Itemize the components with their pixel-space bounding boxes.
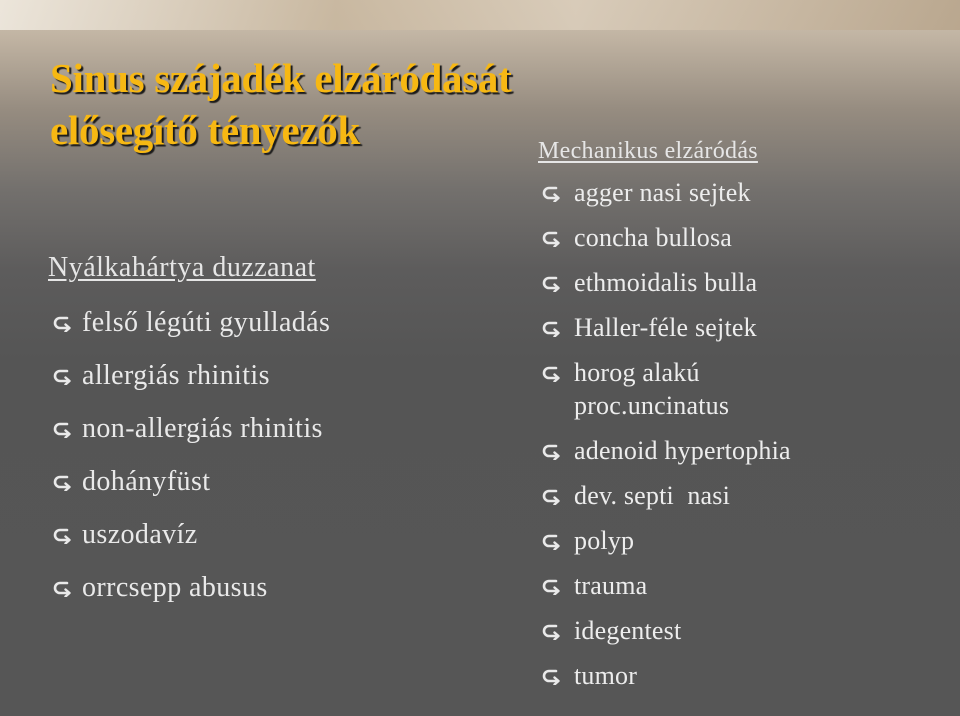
arrow-return-icon (44, 517, 82, 553)
list-item-text: felső légúti gyulladás (82, 307, 331, 338)
list-item-text: dev. septi nasi (574, 481, 731, 510)
arrow-return-icon (530, 266, 574, 299)
arrow-return-icon (530, 176, 574, 209)
arrow-return-icon (530, 614, 574, 647)
list-item (530, 266, 950, 299)
list-item (530, 479, 950, 512)
left-heading: Nyálkahártya duzzanat (48, 252, 316, 283)
list-item (44, 358, 484, 411)
list-item-text: adenoid hypertophia (574, 436, 791, 465)
arrow-return-icon (44, 411, 82, 447)
list-item-text: tumor (574, 661, 638, 690)
list-item-text: horog alakú proc.uncinatus (574, 358, 730, 420)
left-bullet-list (44, 305, 484, 623)
top-decorative-band (0, 0, 960, 30)
arrow-return-icon (530, 311, 574, 344)
arrow-return-icon (530, 524, 574, 557)
arrow-return-icon (530, 659, 574, 692)
right-heading: Mechanikus elzáródás (538, 138, 758, 164)
list-item-text: concha bullosa (574, 223, 733, 252)
list-item-text: ethmoidalis bulla (574, 268, 758, 297)
list-item (530, 524, 950, 557)
list-item (530, 311, 950, 344)
right-bullet-list (530, 176, 950, 692)
list-item (530, 614, 950, 647)
title-line-2: elősegítő tényezők (50, 107, 360, 153)
list-item (44, 305, 484, 358)
arrow-return-icon (530, 479, 574, 512)
list-item (530, 356, 950, 422)
list-item-text: idegentest (574, 616, 682, 645)
list-item-text: allergiás rhinitis (82, 360, 270, 391)
slide-title (50, 52, 530, 156)
list-item-text: polyp (574, 526, 635, 555)
right-column (530, 136, 950, 692)
arrow-return-icon (530, 356, 574, 389)
arrow-return-icon (44, 305, 82, 341)
list-item-text: uszodavíz (82, 519, 198, 550)
arrow-return-icon (44, 464, 82, 500)
arrow-return-icon (44, 358, 82, 394)
arrow-return-icon (530, 569, 574, 602)
left-column (44, 250, 484, 623)
list-item (44, 517, 484, 570)
list-item (530, 221, 950, 254)
list-item (530, 434, 950, 467)
list-item-text: Haller-féle sejtek (574, 313, 757, 342)
arrow-return-icon (44, 570, 82, 606)
list-item (530, 176, 950, 209)
list-item-text: trauma (574, 571, 648, 600)
arrow-return-icon (530, 434, 574, 467)
title-line-1: Sinus szájadék elzáródását (50, 55, 512, 101)
list-item (530, 659, 950, 692)
list-item-text: non-allergiás rhinitis (82, 413, 323, 444)
list-item-text: orrcsepp abusus (82, 572, 268, 603)
list-item-text: agger nasi sejtek (574, 178, 751, 207)
list-item (44, 570, 484, 623)
list-item (44, 411, 484, 464)
arrow-return-icon (530, 221, 574, 254)
list-item (530, 569, 950, 602)
list-item-text: dohányfüst (82, 466, 211, 497)
list-item (44, 464, 484, 517)
